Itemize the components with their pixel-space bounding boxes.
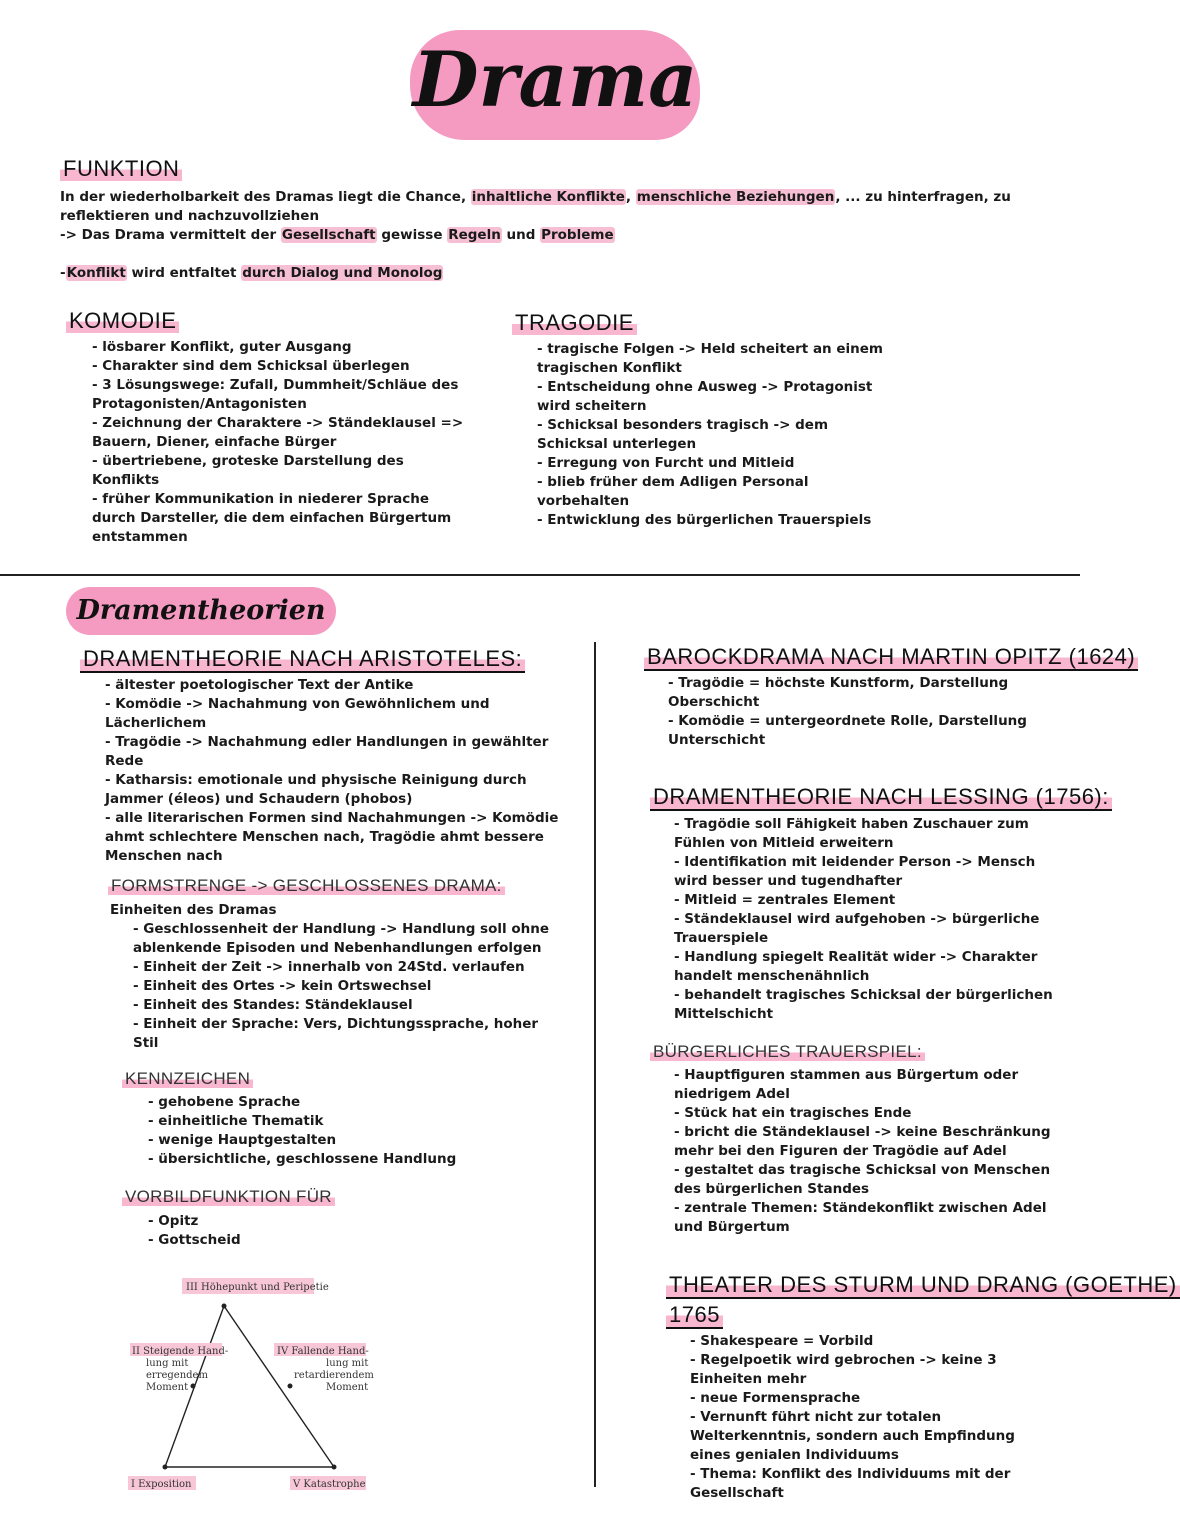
kennzeichen-list (148, 1093, 528, 1169)
list-item: - einheitliche Thematik (148, 1113, 324, 1129)
aristoteles-heading: DRAMENTHEORIE NACH ARISTOTELES: (80, 646, 525, 672)
pyramid-label-left-3: erregendem (146, 1370, 208, 1381)
list-item: - Shakespeare = Vorbild (690, 1333, 874, 1349)
lessing-heading: DRAMENTHEORIE NACH LESSING (1756): (650, 784, 1112, 810)
section-divider (0, 574, 1080, 576)
tragoedie-list (537, 340, 897, 530)
freytag-pyramid-diagram (120, 1270, 390, 1500)
list-item: - Entscheidung ohne Ausweg -> Protagonist wird scheitern (537, 379, 873, 414)
barock-heading: BAROCKDRAMA NACH MARTIN OPITZ (1624) (644, 644, 1138, 670)
list-item: - gehobene Sprache (148, 1094, 301, 1110)
einheiten-label: Einheiten des Dramas (110, 902, 277, 918)
trauerspiel-list (674, 1066, 1054, 1237)
list-item: - Tragödie = höchste Kunstform, Darstellung Oberschicht (668, 675, 1009, 710)
pyramid-label-top: III Höhepunkt und Peripetie (186, 1282, 329, 1293)
list-item: - behandelt tragisches Schicksal der bürgerlichen Mittelschicht (674, 987, 1053, 1022)
aristoteles-list (105, 676, 565, 866)
list-item: - bricht die Ständeklausel -> keine Beschränkung mehr bei den Figuren der Tragödie auf Adel (674, 1124, 1051, 1159)
list-item: - Ständeklausel wird aufgehoben -> bürgerliche Trauerspiele (674, 911, 1040, 946)
list-item: - Entwicklung des bürgerlichen Trauerspiels (537, 512, 872, 528)
list-item: - Hauptfiguren stammen aus Bürgertum oder niedrigem Adel (674, 1067, 1019, 1102)
komoedie-heading: KOMODIE (66, 308, 179, 334)
list-item: - blieb früher dem Adligen Personal vorbehalten (537, 474, 809, 509)
pyramid-label-right-4: Moment (326, 1382, 369, 1393)
sturm-heading: THEATER DES STURM UND DRANG (GOETHE) (666, 1272, 1180, 1298)
vorbild-heading: VORBILDFUNKTION FÜR (122, 1187, 335, 1207)
vorbild-list (148, 1212, 348, 1250)
list-item: - Regelpoetik wird gebrochen -> keine 3 Einheiten mehr (690, 1352, 997, 1387)
lessing-list (674, 815, 1054, 1024)
list-item: - Mitleid = zentrales Element (674, 892, 896, 908)
list-item: - Tragödie -> Nachahmung edler Handlungen in gewählter Rede (105, 734, 549, 769)
list-item: - Opitz (148, 1213, 199, 1229)
list-item: - alle literarischen Formen sind Nachahmungen -> Komödie ahmt schlechtere Menschen nach, Tragödie ahmt bessere Menschen nach (105, 810, 559, 864)
list-item: - Komödie -> Nachahmung von Gewöhnlichem und Lächerlichem (105, 696, 490, 731)
sturm-list (690, 1332, 1050, 1503)
list-item: - Stück hat ein tragisches Ende (674, 1105, 912, 1121)
pyramid-label-right-2: lung mit (326, 1358, 369, 1369)
list-item: - Zeichnung der Charaktere -> Ständeklausel => Bauern, Diener, einfache Bürger (92, 415, 464, 450)
list-item: - Vernunft führt nicht zur totalen Welterkenntnis, sondern auch Empfindung eines genialen Individuums (690, 1409, 1015, 1463)
list-item: - Einheit des Standes: Ständeklausel (133, 997, 413, 1013)
komoedie-list (92, 338, 472, 547)
list-item: - Einheit der Sprache: Vers, Dichtungssprache, hoher Stil (133, 1016, 539, 1051)
funktion-heading: FUNKTION (60, 156, 182, 182)
pyramid-label-exposition: I Exposition (131, 1479, 192, 1490)
list-item: - neue Formensprache (690, 1390, 861, 1406)
pyramid-vertex-right (332, 1465, 337, 1470)
pyramid-label-left-1: II Steigende Hand- (132, 1346, 229, 1357)
formstrenge-heading: FORMSTRENGE -> GESCHLOSSENES DRAMA: (108, 876, 505, 896)
einheiten-block (110, 901, 560, 1053)
list-item: - Tragödie soll Fähigkeit haben Zuschauer zum Fühlen von Mitleid erweitern (674, 816, 1029, 851)
dramentheorien-heading: Dramentheorien (66, 587, 336, 635)
pyramid-label-right-3: retardierendem (294, 1370, 374, 1381)
list-item: - ältester poetologischer Text der Antike (105, 677, 414, 693)
pyramid-label-left-2: lung mit (146, 1358, 189, 1369)
sturm-year: 1765 (666, 1302, 723, 1328)
list-item: - gestaltet das tragische Schicksal von Menschen des bürgerlichen Standes (674, 1162, 1051, 1197)
list-item: - Gottscheid (148, 1232, 241, 1248)
list-item: - Handlung spiegelt Realität wider -> Charakter handelt menschenähnlich (674, 949, 1038, 984)
trauerspiel-heading: BÜRGERLICHES TRAUERSPIEL: (650, 1042, 925, 1062)
list-item: - Charakter sind dem Schicksal überlegen (92, 358, 410, 374)
tragoedie-heading: TRAGODIE (512, 310, 637, 336)
list-item: - 3 Lösungswege: Zufall, Dummheit/Schläue des Protagonisten/Antagonisten (92, 377, 459, 412)
list-item: - Katharsis: emotionale und physische Reinigung durch Jammer (éleos) und Schaudern (phobos) (105, 772, 527, 807)
list-item: - zentrale Themen: Ständekonflikt zwischen Adel und Bürgertum (674, 1200, 1047, 1235)
pyramid-label-right-1: IV Fallende Hand- (277, 1346, 369, 1357)
list-item: - wenige Hauptgestalten (148, 1132, 337, 1148)
pyramid-point-falling (288, 1384, 293, 1389)
list-item: - früher Kommunikation in niederer Sprache durch Darsteller, die dem einfachen Bürgertum entstammen (92, 491, 452, 545)
list-item: - Schicksal besonders tragisch -> dem Schicksal unterlegen (537, 417, 829, 452)
pyramid-point-rising (191, 1384, 196, 1389)
list-item: - Einheit der Zeit -> innerhalb von 24Std. verlaufen (133, 959, 525, 975)
page-title: Drama (410, 30, 700, 140)
kennzeichen-heading: KENNZEICHEN (122, 1069, 253, 1089)
pyramid-label-left-4: Moment (146, 1382, 189, 1393)
list-item: - übersichtliche, geschlossene Handlung (148, 1151, 457, 1167)
column-divider (594, 642, 596, 1487)
barock-list (668, 674, 1048, 750)
list-item: - Identifikation mit leidender Person -> Mensch wird besser und tugendhafter (674, 854, 1036, 889)
pyramid-triangle (165, 1306, 334, 1467)
list-item: - Erregung von Furcht und Mitleid (537, 455, 795, 471)
funktion-text: In der wiederholbarkeit des Dramas liegt die Chance, inhaltliche Konflikte, menschliche Beziehungen, ... zu hinterfragen, zu reflektieren und nachzuvollziehen -> Das Drama vermittelt der Gesellschaft gewisse Regeln und Probleme -Konflikt wird entfaltet durch Dialog und Monolog (60, 189, 1011, 281)
list-item: - tragische Folgen -> Held scheitert an einem tragischen Konflikt (537, 341, 883, 376)
pyramid-vertex-top (222, 1304, 227, 1309)
list-item: - Komödie = untergeordnete Rolle, Darstellung Unterschicht (668, 713, 1027, 748)
pyramid-label-katastrophe: V Katastrophe (293, 1479, 366, 1490)
list-item: - Thema: Konflikt des Individuums mit der Gesellschaft (690, 1466, 1011, 1501)
list-item: - lösbarer Konflikt, guter Ausgang (92, 339, 352, 355)
list-item: - Geschlossenheit der Handlung -> Handlung soll ohne ablenkende Episoden und Nebenhandlungen erfolgen (133, 921, 549, 956)
pyramid-vertex-left (163, 1465, 168, 1470)
list-item: - Einheit des Ortes -> kein Ortswechsel (133, 978, 432, 994)
list-item: - übertriebene, groteske Darstellung des Konflikts (92, 453, 404, 488)
